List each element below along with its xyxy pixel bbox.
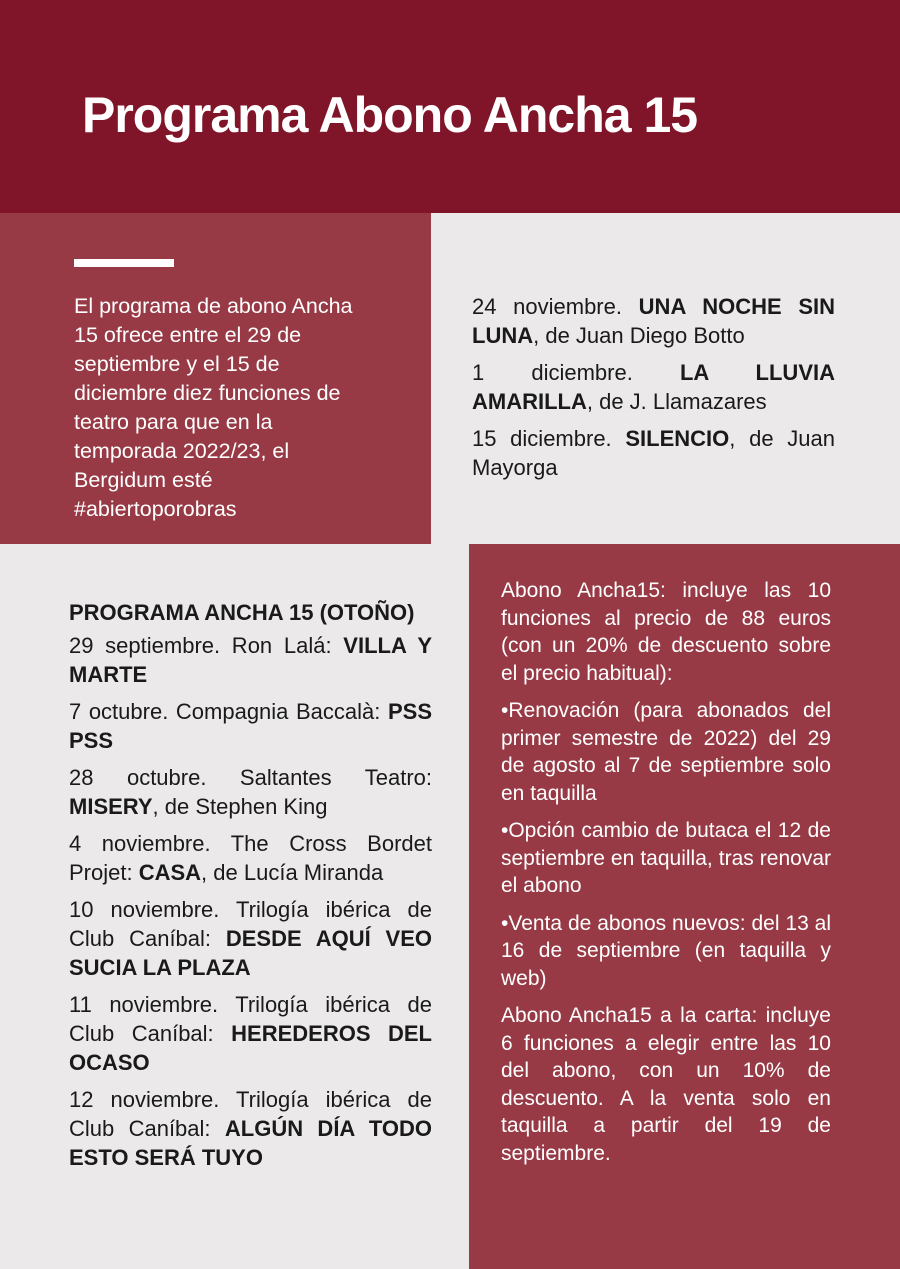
event-author: , de J. Llamazares [586,389,767,414]
program-list [69,598,432,1180]
event-author: , de Juan Mayorga [472,426,835,480]
event-item [472,424,835,482]
event-author: , de Stephen King [152,794,328,819]
event-item [69,631,432,689]
info-paragraph: •Venta de abonos nuevos: del 13 al 16 de septiembre (en taquilla y web) [501,911,831,990]
event-title: LA LLUVIA AMARILLA [472,360,835,414]
event-title: VILLA Y MARTE [69,633,432,687]
subscription-info [501,577,831,1177]
event-title: SILENCIO [625,426,730,451]
event-item [69,990,432,1077]
event-author: , de Lucía Miranda [201,860,384,885]
event-title: HEREDEROS DEL OCASO [69,1021,432,1075]
program-heading: PROGRAMA ANCHA 15 (OTOÑO) [69,600,415,625]
event-item [69,697,432,755]
event-item [69,829,432,887]
event-date: 24 noviembre. [472,294,639,319]
event-date: 15 diciembre. [472,426,626,451]
info-paragraph: •Renovación (para abonados del primer semestre de 2022) del 29 de agosto al 7 de septiembre solo en taquilla [501,699,831,805]
event-date: 11 noviembre. Trilogía ibérica de Club Caníbal: [69,992,432,1046]
event-title: ALGÚN DÍA TODO ESTO SERÁ TUYO [69,1116,432,1170]
page-title: Programa Abono Ancha 15 [82,87,698,143]
event-title: MISERY [69,794,153,819]
intro-text: El programa de abono Ancha 15 ofrece entre el 29 de septiembre y el 15 de diciembre diez funciones de teatro para que en la temporada 2022/23, el Bergidum esté #abiertoporobras [74,294,353,521]
event-item [472,292,835,350]
event-title: PSS PSS [69,699,432,753]
event-title: DESDE AQUÍ VEO SUCIA LA PLAZA [69,926,432,980]
event-item [472,358,835,416]
event-title: UNA NOCHE SIN LUNA [472,294,835,348]
intro-divider [74,259,174,267]
event-item [69,1085,432,1172]
event-list-top [472,292,835,490]
event-author: , de Juan Diego Botto [533,323,745,348]
header-banner [0,0,900,213]
event-date: 4 noviembre. The Cross Bordet Projet: [69,831,432,885]
info-paragraph: Abono Ancha15 a la carta: incluye 6 funciones a elegir entre las 10 del abono, con un 10% de descuento. A la venta solo en taquilla a partir del 19 de septiembre. [501,1004,831,1165]
event-date: 1 diciembre. [472,360,680,385]
event-item [69,895,432,982]
event-item [69,763,432,821]
event-date: 12 noviembre. Trilogía ibérica de Club Caníbal: [69,1087,432,1141]
event-date: 28 octubre. Saltantes Teatro: [69,765,432,790]
event-date: 29 septiembre. Ron Lalá: [69,633,344,658]
event-title: CASA [138,860,202,885]
event-date: 7 octubre. Compagnia Baccalà: [69,699,388,724]
info-paragraph: •Opción cambio de butaca el 12 de septiembre en taquilla, tras renovar el abono [501,819,831,897]
info-paragraph: Abono Ancha15: incluye las 10 funciones al precio de 88 euros (con un 20% de descuento sobre el precio habitual): [501,579,831,685]
event-date: 10 noviembre. Trilogía ibérica de Club Caníbal: [69,897,432,951]
